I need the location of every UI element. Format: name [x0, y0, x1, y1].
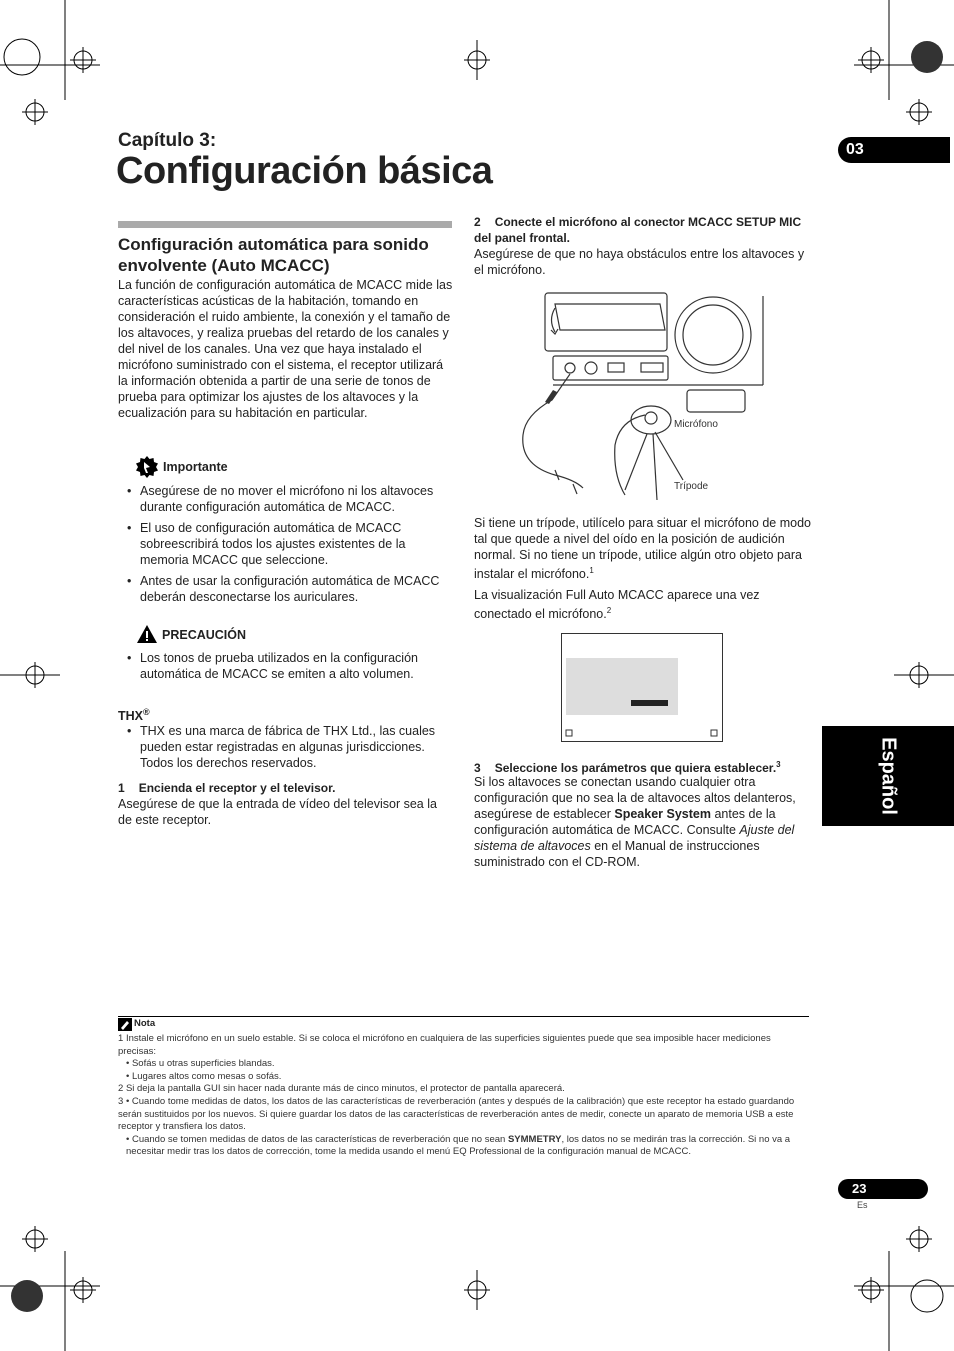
note-icon	[118, 1018, 132, 1031]
thx-registered-mark: ®	[143, 707, 150, 717]
tripod-label: Trípode	[674, 481, 709, 492]
step1-title: Encienda el receptor y el televisor.	[138, 781, 336, 795]
step2-number: 2	[474, 215, 481, 229]
footnote-3: 3 • Cuando tome medidas de datos, los datos de las características de reverberación (antes y después de la calibración) que este receptor ha estado guardando serán sustituidos por los nuevos. Si quiere guardar los datos de las características de reverberación antes de medir, conecte un aparato de memoria USB a este receptor y transfiera los datos.	[118, 1095, 795, 1133]
step3-title: Seleccione los parámetros que quiera establecer.	[494, 761, 777, 775]
intro-paragraph: La función de configuración automática de MCACC mide las características acústicas de la habitación, tomando en consideración el ruido ambiente, la conexión y el tamaño de los altavoces, y realiza pruebas del retardo de los canales y del nivel de los canales. Una vez que haya instalado el micrófono suministrado con el sistema, el receptor utilizará la información obtenida a partir de una serie de tonos de prueba para optimizar los ajustes de los altavoces y la ecualización para su habitación en particular.	[118, 278, 453, 420]
list-item: • El uso de configuración automática de MCACC sobreescribirá todos los ajustes existentes de la memoria MCACC que seleccione.	[118, 520, 454, 568]
caution-label: PRECAUCIÓN	[162, 628, 247, 642]
notes-divider	[118, 1016, 809, 1017]
important-list	[118, 483, 454, 610]
thx-label: THX	[118, 709, 143, 724]
warning-icon	[136, 624, 158, 644]
step1-number: 1	[118, 781, 125, 795]
reference-title: Ajuste del sistema de altavoces	[474, 823, 795, 853]
step1-text: Asegúrese de que la entrada de vídeo del televisor sea la de este receptor.	[118, 797, 437, 827]
important-icon	[135, 455, 159, 479]
microphone-label: Micrófono	[674, 419, 718, 430]
section-title: Configuración automática para sonido envolvente (Auto MCACC)	[118, 235, 429, 275]
speaker-system-term: Speaker System	[614, 807, 711, 821]
step2-text: Asegúrese de que no haya obstáculos entre los altavoces y el micrófono.	[474, 247, 805, 277]
footnote-ref: 3	[776, 760, 781, 769]
list-item: • Antes de usar la configuración automática de MCACC deberán desconectarse los auriculares.	[118, 573, 454, 605]
list-item: • THX es una marca de fábrica de THX Ltd., las cuales pueden estar registradas en algunas jurisdicciones. Todos los derechos reservados.	[118, 723, 454, 771]
footnote-1-bullet: • Lugares altos como mesas o sofás.	[126, 1070, 282, 1082]
footnote-1-bullet: • Sofás u otras superficies blandas.	[126, 1058, 275, 1070]
step2-heading	[474, 214, 814, 246]
paragraph-display: La visualización Full Auto MCACC aparece una vez conectado el micrófono.$^2$	[474, 588, 760, 622]
step1-heading	[118, 780, 454, 796]
step2-title: Conecte el micrófono al conector MCACC SETUP MIC del panel frontal.	[474, 215, 802, 245]
footnote-ref: 1	[589, 566, 594, 575]
list-item: • Los tonos de prueba utilizados en la configuración automática de MCACC se emiten a alto volumen.	[118, 650, 454, 682]
notes-label: Nota	[134, 1018, 156, 1029]
step3-number: 3	[474, 761, 481, 775]
list-item: • Asegúrese de no mover el micrófono ni los altavoces durante configuración automática de MCACC.	[118, 483, 454, 515]
language-side-tab	[822, 726, 954, 826]
chapter-label: Capítulo 3:	[118, 130, 217, 151]
section-bar	[118, 221, 452, 228]
page-number: 23	[838, 1179, 928, 1199]
footnotes	[118, 1033, 810, 1159]
full-auto-mcacc-screen-figure	[561, 633, 723, 742]
caution-list	[118, 650, 454, 687]
important-label: Importante	[163, 460, 228, 474]
footnote-ref: 2	[606, 606, 612, 615]
footnote-2: 2 Si deja la pantalla GUI sin hacer nada durante más de cinco minutos, el protector de pantalla aparecerá.	[118, 1083, 565, 1095]
thx-list	[118, 723, 454, 776]
footnote-3-bullet: • Cuando se tomen medidas de datos de las características de reverberación que no sean SYMMETRY, los datos no se medirán tras la corrección. Si no va a necesitar medir tras los datos de corrección, tome la medida usando el menú EQ Professional de la configuración manual de MCACC.	[126, 1133, 791, 1158]
language-label: Español	[877, 737, 900, 815]
step3-text: Si los altavoces se conectan usando cualquier otra configuración que no sea la de altavoces altos delanteros, asegúrese de establecer Speaker System antes de la configuración automática de MCACC. Consulte Ajuste del sistema de altavoces en el Manual de instrucciones suministrado con el CD-ROM.	[474, 775, 796, 869]
page-language-code: Es	[857, 1200, 868, 1210]
page-title: Configuración básica	[116, 150, 493, 192]
thx-heading	[118, 707, 150, 723]
footnote-1: 1 Instale el micrófono en un suelo estable. Si se coloca el micrófono en cualquiera de las superficies siguientes puede que sea imposible hacer mediciones precisas:	[118, 1033, 771, 1057]
chapter-number-tab: 03	[838, 137, 950, 163]
paragraph-tripod: Si tiene un trípode, utilícelo para situar el micrófono de modo tal que quede a nivel del oído en la posición de audición normal. Si no tiene un trípode, utilice algún otro objeto para instalar el micrófono.$^1$	[474, 516, 811, 582]
microphone-connection-figure	[515, 290, 770, 505]
